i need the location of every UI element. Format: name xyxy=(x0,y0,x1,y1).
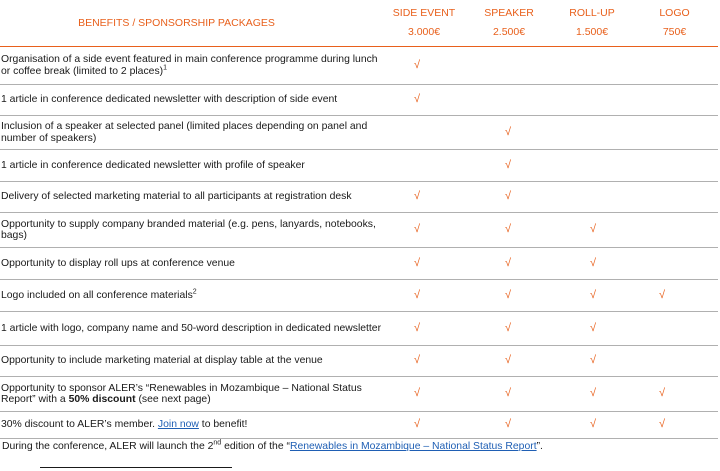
benefit-cell xyxy=(0,346,383,377)
check-cell xyxy=(465,116,553,150)
package-name: SPEAKER xyxy=(484,7,534,19)
check-cell xyxy=(383,377,465,412)
check-cell xyxy=(383,312,465,346)
empty-cell xyxy=(631,182,718,213)
table-row xyxy=(0,412,718,439)
note-text-end: ”. xyxy=(536,441,543,452)
check-icon: √ xyxy=(590,321,597,334)
status-report-link[interactable]: Renewables in Mozambique – National Status Report xyxy=(289,441,537,452)
benefit-cell xyxy=(0,377,383,412)
empty-cell xyxy=(383,116,465,150)
table-row xyxy=(0,280,718,312)
join-now-link[interactable]: Join now xyxy=(157,419,199,431)
table-row xyxy=(0,150,718,182)
benefit-text: Inclusion of a speaker at selected panel (limited places depending on panel and number of speakers) xyxy=(1,121,368,144)
benefit-cell xyxy=(0,412,383,439)
package-price: 1.500€ xyxy=(575,26,609,38)
benefit-text: Opportunity to sponsor ALER’s “Renewables in Mozambique – National Status Report” with a xyxy=(1,382,362,405)
empty-cell xyxy=(465,85,553,116)
check-cell xyxy=(465,412,553,439)
check-cell xyxy=(383,280,465,312)
check-cell xyxy=(553,248,631,280)
package-logo-header xyxy=(631,0,718,47)
check-cell xyxy=(383,213,465,248)
check-cell xyxy=(383,47,465,85)
benefit-text: 1 article in conference dedicated newsletter with description of side event xyxy=(1,94,338,106)
benefit-cell xyxy=(0,150,383,182)
check-cell xyxy=(631,412,718,439)
check-icon: √ xyxy=(505,256,512,269)
benefit-cell xyxy=(0,213,383,248)
check-cell xyxy=(383,85,465,116)
check-icon: √ xyxy=(414,354,421,367)
table-row xyxy=(0,248,718,280)
check-icon: √ xyxy=(505,418,512,431)
package-side-event-header xyxy=(383,0,465,47)
table-row xyxy=(0,346,718,377)
footnote-separator xyxy=(40,467,232,468)
empty-cell xyxy=(383,150,465,182)
empty-cell xyxy=(631,85,718,116)
benefit-text: 1 article in conference dedicated newsletter with profile of speaker xyxy=(1,159,305,171)
empty-cell xyxy=(553,182,631,213)
check-icon: √ xyxy=(414,93,421,106)
check-icon: √ xyxy=(505,288,512,301)
check-cell xyxy=(465,150,553,182)
package-price: 3.000€ xyxy=(407,26,441,38)
benefit-text: Logo included on all conference materials xyxy=(1,289,193,301)
check-icon: √ xyxy=(590,387,597,400)
benefit-text: Opportunity to supply company branded material (e.g. pens, lanyards, notebooks, bags) xyxy=(1,218,376,241)
footnote-marker: 2 xyxy=(192,288,197,296)
check-icon: √ xyxy=(590,256,597,269)
benefit-cell xyxy=(0,116,383,150)
check-cell xyxy=(553,412,631,439)
check-icon: √ xyxy=(505,387,512,400)
check-icon: √ xyxy=(659,418,666,431)
ordinal-suffix: nd xyxy=(213,439,222,447)
benefit-text: Delivery of selected marketing material to all participants at registration desk xyxy=(1,191,352,203)
footnote-marker: 1 xyxy=(163,64,168,72)
check-cell xyxy=(553,213,631,248)
check-icon: √ xyxy=(590,288,597,301)
table-row xyxy=(0,85,718,116)
benefits-header: BENEFITS / SPONSORSHIP PACKAGES xyxy=(78,16,275,29)
package-name: LOGO xyxy=(659,7,690,19)
empty-cell xyxy=(553,85,631,116)
empty-cell xyxy=(631,47,718,85)
check-icon: √ xyxy=(505,223,512,236)
benefit-text-tail: to benefit! xyxy=(198,419,248,431)
check-cell xyxy=(465,248,553,280)
benefit-text-tail: (see next page) xyxy=(135,394,211,405)
empty-cell xyxy=(553,47,631,85)
check-cell xyxy=(383,248,465,280)
check-icon: √ xyxy=(414,58,421,71)
discount-highlight: 50% discount xyxy=(68,394,136,405)
check-cell xyxy=(631,377,718,412)
check-cell xyxy=(553,280,631,312)
package-name: ROLL-UP xyxy=(569,7,615,19)
check-icon: √ xyxy=(414,288,421,301)
check-cell xyxy=(465,346,553,377)
empty-cell xyxy=(631,213,718,248)
package-roll-up-header xyxy=(553,0,631,47)
note-text-middle: edition of the “ xyxy=(221,441,290,452)
empty-cell xyxy=(631,312,718,346)
table-row xyxy=(0,116,718,150)
check-cell xyxy=(631,280,718,312)
table-row xyxy=(0,377,718,412)
benefit-cell xyxy=(0,182,383,213)
benefit-cell xyxy=(0,312,383,346)
check-icon: √ xyxy=(505,158,512,171)
check-cell xyxy=(465,213,553,248)
empty-cell xyxy=(465,47,553,85)
table-header-row xyxy=(0,0,718,47)
launch-note xyxy=(2,441,543,452)
benefit-text: 30% discount to ALER’s member. xyxy=(1,419,158,431)
check-icon: √ xyxy=(414,256,421,269)
package-speaker-header xyxy=(465,0,553,47)
check-cell xyxy=(383,346,465,377)
check-cell xyxy=(465,312,553,346)
check-icon: √ xyxy=(414,190,421,203)
package-name: SIDE EVENT xyxy=(392,7,456,19)
check-icon: √ xyxy=(659,288,666,301)
package-price: 2.500€ xyxy=(492,26,526,38)
table-row xyxy=(0,213,718,248)
check-icon: √ xyxy=(414,418,421,431)
check-cell xyxy=(465,182,553,213)
check-icon: √ xyxy=(590,354,597,367)
empty-cell xyxy=(631,248,718,280)
table-row xyxy=(0,47,718,85)
check-icon: √ xyxy=(505,125,512,138)
check-cell xyxy=(383,182,465,213)
check-icon: √ xyxy=(590,418,597,431)
benefit-text: 1 article with logo, company name and 50-word description in dedicated newsletter xyxy=(1,322,382,334)
check-cell xyxy=(465,280,553,312)
check-cell xyxy=(383,412,465,439)
check-icon: √ xyxy=(505,321,512,334)
check-cell xyxy=(553,346,631,377)
benefit-cell xyxy=(0,280,383,312)
package-price: 750€ xyxy=(662,26,687,38)
table-row xyxy=(0,182,718,213)
empty-cell xyxy=(631,346,718,377)
table-row xyxy=(0,312,718,346)
check-cell xyxy=(553,312,631,346)
empty-cell xyxy=(631,150,718,182)
check-icon: √ xyxy=(505,354,512,367)
check-cell xyxy=(465,377,553,412)
check-cell xyxy=(553,377,631,412)
benefit-text: Organisation of a side event featured in main conference programme during lunch or coffee break (limited to 2 places) xyxy=(1,54,378,77)
note-text: During the conference, ALER will launch the 2 xyxy=(2,441,214,452)
check-icon: √ xyxy=(659,387,666,400)
benefit-cell xyxy=(0,85,383,116)
empty-cell xyxy=(553,116,631,150)
benefit-text: Opportunity to include marketing material at display table at the venue xyxy=(1,355,323,367)
benefit-text: Opportunity to display roll ups at conference venue xyxy=(1,257,235,269)
check-icon: √ xyxy=(590,223,597,236)
empty-cell xyxy=(553,150,631,182)
check-icon: √ xyxy=(414,321,421,334)
check-icon: √ xyxy=(505,190,512,203)
empty-cell xyxy=(631,116,718,150)
check-icon: √ xyxy=(414,223,421,236)
benefit-cell xyxy=(0,248,383,280)
check-icon: √ xyxy=(414,387,421,400)
benefit-cell xyxy=(0,47,383,85)
